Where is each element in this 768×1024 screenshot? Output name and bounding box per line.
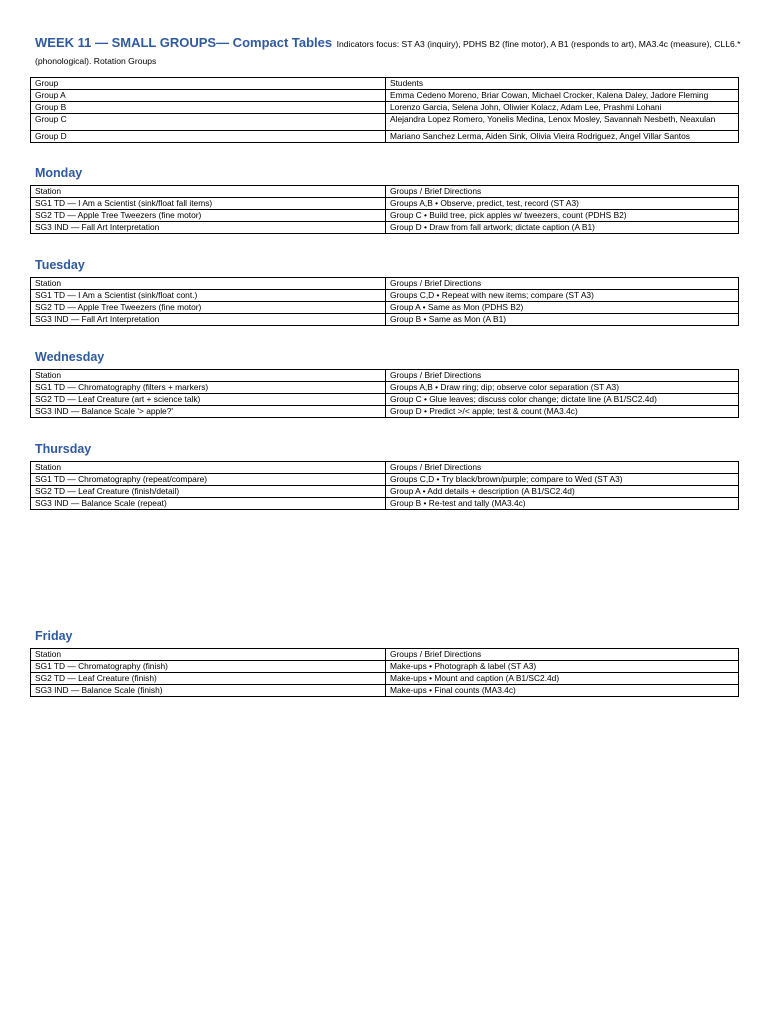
table-cell: Groups C,D • Try black/brown/purple; compare to Wed (ST A3) [386,474,739,486]
table-cell: Mariano Sanchez Lerma, Aiden Sink, Olivia Vieira Rodriguez, Angel Villar Santos [386,131,739,143]
table-row [31,102,739,114]
table-header-row [31,78,739,90]
table-row [31,394,739,406]
table-cell: Group D [31,131,386,143]
table-cell: SG2 TD — Leaf Creature (finish/detail) [31,486,386,498]
table-cell: Group B • Re-test and tally (MA3.4c) [386,498,739,510]
table-cell: SG2 TD — Leaf Creature (art + science talk) [31,394,386,406]
table-row [31,302,739,314]
table-cell: SG3 IND — Balance Scale '> apple?' [31,406,386,418]
table-cell: Groups A,B • Draw ring; dip; observe color separation (ST A3) [386,382,739,394]
table-cell: Group C • Build tree, pick apples w/ tweezers, count (PDHS B2) [386,210,739,222]
table-row [31,131,739,143]
table-row [31,673,739,685]
page-title: WEEK 11 — SMALL GROUPS— Compact Tables [35,35,333,50]
table-cell: Emma Cedeno Moreno, Briar Cowan, Michael Crocker, Kalena Daley, Jadore Fleming [386,90,739,102]
table-header-cell: Groups / Brief Directions [386,278,739,290]
table-row [31,474,739,486]
table-row [31,314,739,326]
table-cell: Group D • Predict >/< apple; test & count (MA3.4c) [386,406,739,418]
day-heading: Tuesday [35,258,85,272]
table-cell: Alejandra Lopez Romero, Yonelis Medina, Lenox Mosley, Savannah Nesbeth, Neaxulan [386,114,739,131]
table-row [31,661,739,673]
document-header [35,34,745,70]
table-cell: SG3 IND — Balance Scale (finish) [31,685,386,697]
table-row [31,90,739,102]
day-heading: Monday [35,166,83,180]
table-row [31,382,739,394]
day-table [30,185,739,234]
table-row [31,290,739,302]
table-cell: SG1 TD — I Am a Scientist (sink/float cont.) [31,290,386,302]
table-header-cell: Groups / Brief Directions [386,649,739,661]
table-cell: Group D • Draw from fall artwork; dictate caption (A B1) [386,222,739,234]
table-cell: Make-ups • Photograph & label (ST A3) [386,661,739,673]
table-cell: Group C [31,114,386,131]
table-row [31,498,739,510]
day-heading: Thursday [35,442,92,456]
day-table [30,369,739,418]
table-header-cell: Group [31,78,386,90]
table-row [31,222,739,234]
table-cell: SG2 TD — Leaf Creature (finish) [31,673,386,685]
table-cell: Group C • Glue leaves; discuss color change; dictate line (A B1/SC2.4d) [386,394,739,406]
table-cell: SG3 IND — Balance Scale (repeat) [31,498,386,510]
table-header-cell: Students [386,78,739,90]
table-header-row [31,462,739,474]
table-cell: SG1 TD — Chromatography (filters + markers) [31,382,386,394]
table-header-cell: Station [31,649,386,661]
table-header-cell: Station [31,278,386,290]
table-cell: SG3 IND — Fall Art Interpretation [31,314,386,326]
table-header-cell: Station [31,186,386,198]
table-cell: Groups C,D • Repeat with new items; compare (ST A3) [386,290,739,302]
day-table [30,277,739,326]
table-row [31,685,739,697]
day-section-friday [30,628,739,697]
table-header-cell: Groups / Brief Directions [386,462,739,474]
table-row [31,210,739,222]
day-table [30,461,739,510]
table-cell: Group B [31,102,386,114]
day-section-thursday [30,441,739,510]
table-cell: SG1 TD — Chromatography (repeat/compare) [31,474,386,486]
table-cell: Group A • Add details + description (A B1/SC2.4d) [386,486,739,498]
table-header-row [31,370,739,382]
table-cell: Group B • Same as Mon (A B1) [386,314,739,326]
day-section-tuesday [30,257,739,326]
table-header-cell: Station [31,370,386,382]
table-cell: SG1 TD — Chromatography (finish) [31,661,386,673]
table-header-cell: Station [31,462,386,474]
table-cell: SG3 IND — Fall Art Interpretation [31,222,386,234]
day-section-monday [30,165,739,234]
day-section-wednesday [30,349,739,418]
table-header-cell: Groups / Brief Directions [386,370,739,382]
table-header-row [31,186,739,198]
groups-table [30,77,739,143]
table-cell: Groups A,B • Observe, predict, test, record (ST A3) [386,198,739,210]
table-row [31,198,739,210]
table-cell: Group A • Same as Mon (PDHS B2) [386,302,739,314]
table-header-cell: Groups / Brief Directions [386,186,739,198]
table-cell: SG2 TD — Apple Tree Tweezers (fine motor) [31,302,386,314]
day-heading: Friday [35,629,73,643]
table-cell: Make-ups • Final counts (MA3.4c) [386,685,739,697]
indicators-focus-continued: (phonological). Rotation Groups [35,56,157,66]
table-header-row [31,649,739,661]
day-heading: Wednesday [35,350,105,364]
table-cell: Group A [31,90,386,102]
table-row [31,114,739,131]
table-cell: SG2 TD — Apple Tree Tweezers (fine motor) [31,210,386,222]
table-row [31,486,739,498]
table-cell: Lorenzo Garcia, Selena John, Oliwier Kolacz, Adam Lee, Prashmi Lohani [386,102,739,114]
table-cell: SG1 TD — I Am a Scientist (sink/float fall items) [31,198,386,210]
indicators-focus: Indicators focus: ST A3 (inquiry), PDHS B2 (fine motor), A B1 (responds to art), MA3.4c (measure), CLL6.* [336,39,741,49]
table-cell: Make-ups • Mount and caption (A B1/SC2.4d) [386,673,739,685]
table-header-row [31,278,739,290]
groups-section [30,77,739,143]
day-table [30,648,739,697]
table-row [31,406,739,418]
